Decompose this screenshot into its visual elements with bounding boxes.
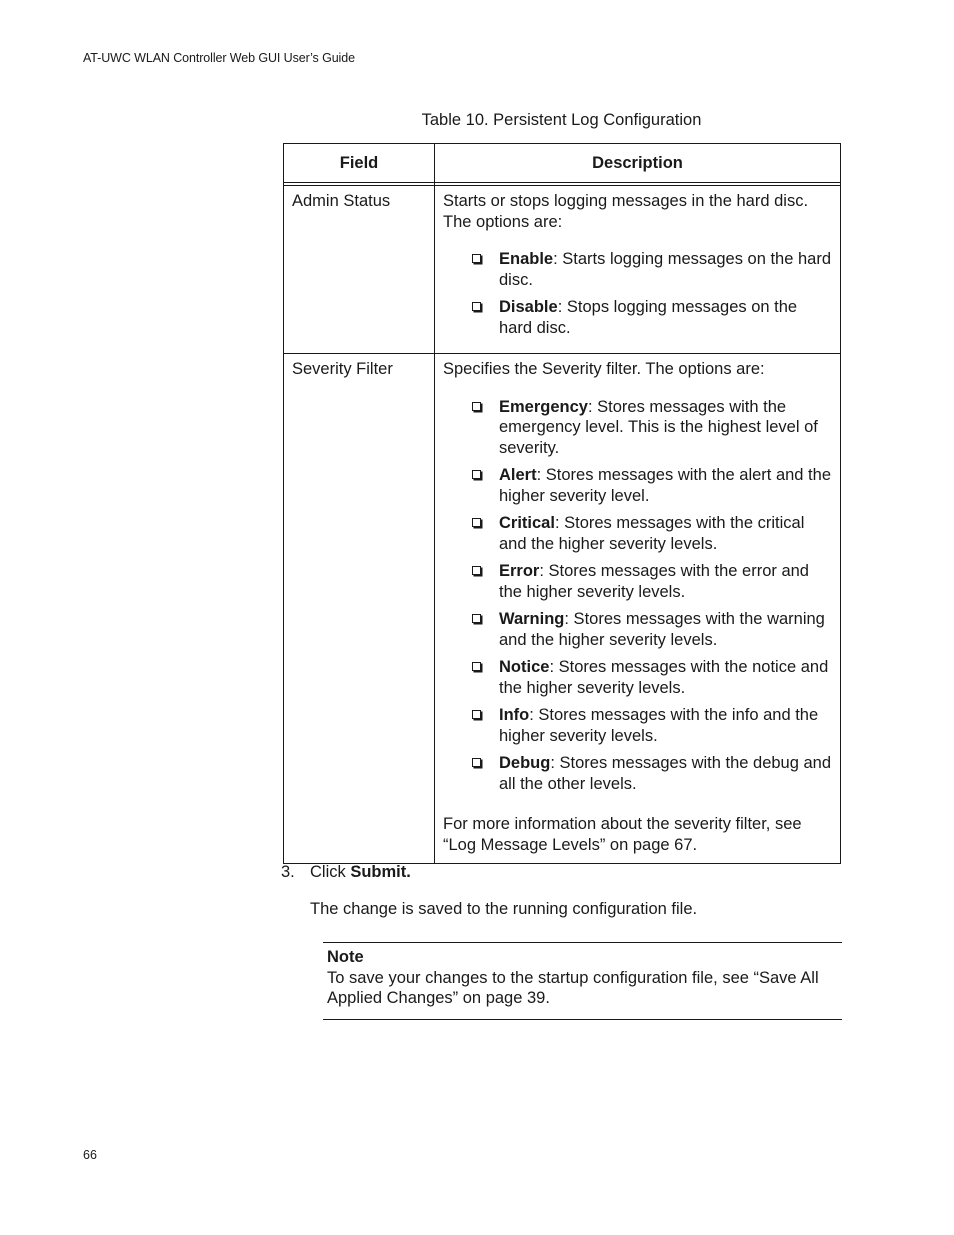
option-text: : Stores messages with the info and the higher severity levels. — [499, 706, 819, 745]
table-row-severity-filter — [284, 354, 841, 864]
checkbox-bullet-icon — [472, 758, 481, 767]
list-item — [499, 609, 832, 650]
option-name: Notice — [499, 658, 550, 676]
option-name: Error — [499, 562, 540, 580]
option-text: : Starts logging messages on the hard disc. — [499, 250, 832, 289]
list-item — [499, 249, 832, 290]
options-list — [443, 397, 832, 795]
procedure-step — [281, 863, 411, 882]
option-name: Alert — [499, 466, 537, 484]
option-text: : Stops logging messages on the hard disc. — [499, 298, 798, 337]
option-name: Disable — [499, 298, 558, 316]
checkbox-bullet-icon — [472, 402, 481, 411]
field-cell: Severity Filter — [284, 354, 435, 864]
options-list — [443, 249, 832, 338]
checkbox-bullet-icon — [472, 566, 481, 575]
list-item — [499, 753, 832, 794]
field-cell: Admin Status — [284, 186, 435, 354]
table-row-admin-status — [284, 186, 841, 354]
step-text: Click — [310, 863, 351, 881]
list-item — [499, 465, 832, 506]
description-cell — [435, 354, 841, 864]
column-header-field: Field — [284, 144, 435, 183]
option-text: : Stores messages with the notice and the higher severity levels. — [499, 658, 829, 697]
option-name: Critical — [499, 514, 555, 532]
option-name: Enable — [499, 250, 554, 268]
step-number: 3. — [281, 863, 295, 881]
checkbox-bullet-icon — [472, 470, 481, 479]
option-name: Emergency — [499, 397, 588, 416]
list-item — [499, 513, 832, 554]
option-text: : Stores messages with the critical and the higher severity levels. — [499, 514, 805, 553]
option-text: : Stores messages with the warning and the higher severity levels. — [499, 610, 825, 649]
checkbox-bullet-icon — [472, 710, 481, 719]
column-header-description: Description — [435, 144, 841, 183]
note-box — [323, 942, 842, 1020]
option-text: : Stores messages with the error and the higher severity levels. — [499, 562, 809, 601]
option-name: Warning — [499, 610, 565, 628]
option-name: Info — [499, 706, 530, 724]
list-item — [499, 657, 832, 698]
result-paragraph: The change is saved to the running configuration file. — [310, 900, 698, 918]
list-item — [499, 397, 832, 459]
table-header-row — [284, 144, 841, 183]
description-intro: Specifies the Severity filter. The options are: — [443, 360, 765, 378]
note-title: Note — [327, 948, 364, 966]
checkbox-bullet-icon — [472, 254, 481, 263]
option-text: : Stores messages with the alert and the higher severity level. — [499, 466, 831, 505]
persistent-log-table — [283, 143, 841, 864]
list-item — [499, 297, 832, 338]
description-intro: Starts or stops logging messages in the hard disc. The options are: — [443, 192, 809, 231]
option-text: : Stores messages with the emergency level. This is the highest level of severity. — [499, 397, 818, 457]
checkbox-bullet-icon — [472, 302, 481, 311]
table-caption: Table 10. Persistent Log Configuration — [421, 111, 702, 129]
page-number: 66 — [83, 1148, 97, 1162]
description-cell — [435, 186, 841, 354]
cross-reference-text: For more information about the severity filter, see “Log Message Levels” on page 67. — [443, 815, 802, 854]
checkbox-bullet-icon — [472, 614, 481, 623]
list-item — [499, 705, 832, 746]
list-item — [499, 561, 832, 602]
checkbox-bullet-icon — [472, 662, 481, 671]
option-name: Debug — [499, 754, 551, 772]
step-action: Submit. — [350, 863, 411, 881]
checkbox-bullet-icon — [472, 518, 481, 527]
running-header: AT-UWC WLAN Controller Web GUI User’s Guide — [83, 51, 355, 65]
option-text: : Stores messages with the debug and all the other levels. — [499, 754, 832, 793]
note-text: To save your changes to the startup configuration file, see “Save All Applied Changes” on page 39. — [327, 968, 819, 1007]
